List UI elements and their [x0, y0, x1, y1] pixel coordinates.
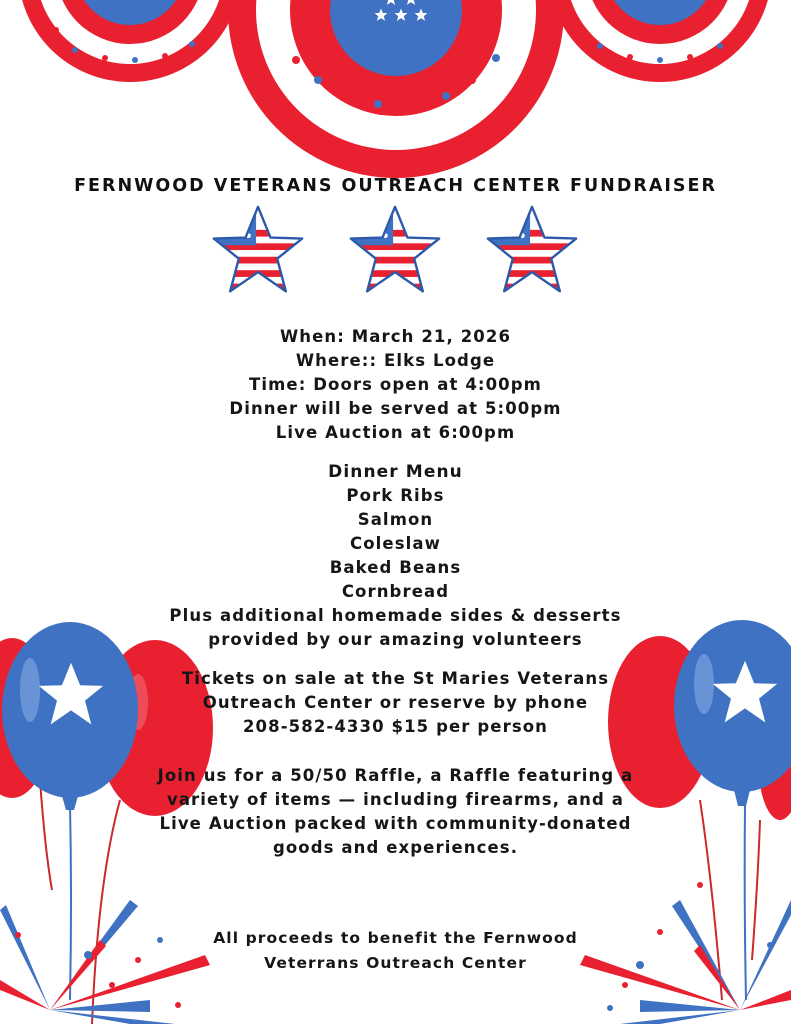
dinner-menu — [0, 460, 791, 652]
flag-star-icon — [484, 203, 580, 299]
flag-star-icon — [347, 203, 443, 299]
bunting-rosette-icon — [18, 0, 242, 82]
ticket-line: Outreach Center or reserve by phone — [202, 693, 589, 712]
menu-item: Salmon — [357, 510, 434, 529]
menu-item: Pork Ribs — [346, 486, 445, 505]
raffle-line: Live Auction packed with community-donated — [159, 814, 632, 833]
bunting-rosette-icon — [228, 0, 564, 178]
benefit-statement — [0, 926, 791, 976]
menu-extra: provided by our amazing volunteers — [208, 630, 583, 649]
benefit-line: Veterrans Outreach Center — [264, 954, 527, 972]
flag-star-icon — [210, 203, 306, 299]
event-doors-time: Time: Doors open at 4:00pm — [249, 375, 542, 394]
event-date: When: March 21, 2026 — [279, 327, 512, 346]
menu-item: Coleslaw — [350, 534, 441, 553]
raffle-line: goods and experiences. — [272, 838, 519, 857]
ticket-price-phone: 208-582-4330 $15 per person — [242, 717, 549, 736]
menu-extra: Plus additional homemade sides & desserts — [169, 606, 622, 625]
ticket-line: Tickets on sale at the St Maries Veterans — [181, 669, 610, 688]
raffle-line: Join us for a 50/50 Raffle, a Raffle featuring a — [157, 766, 634, 785]
raffle-info — [0, 764, 791, 860]
event-auction-time: Live Auction at 6:00pm — [275, 423, 516, 442]
event-details — [0, 325, 791, 445]
ticket-info — [0, 667, 791, 739]
benefit-line: All proceeds to benefit the Fernwood — [213, 929, 578, 947]
event-location: Where:: Elks Lodge — [295, 351, 496, 370]
menu-heading: Dinner Menu — [328, 462, 463, 482]
raffle-line: variety of items — including firearms, and a — [166, 790, 625, 809]
menu-item: Baked Beans — [329, 558, 462, 577]
bunting-rosette-icon — [548, 0, 772, 82]
menu-item: Cornbread — [341, 582, 450, 601]
flyer-title: FERNWOOD VETERANS OUTREACH CENTER FUNDRAISER — [74, 176, 717, 196]
event-dinner-time: Dinner will be served at 5:00pm — [229, 399, 562, 418]
